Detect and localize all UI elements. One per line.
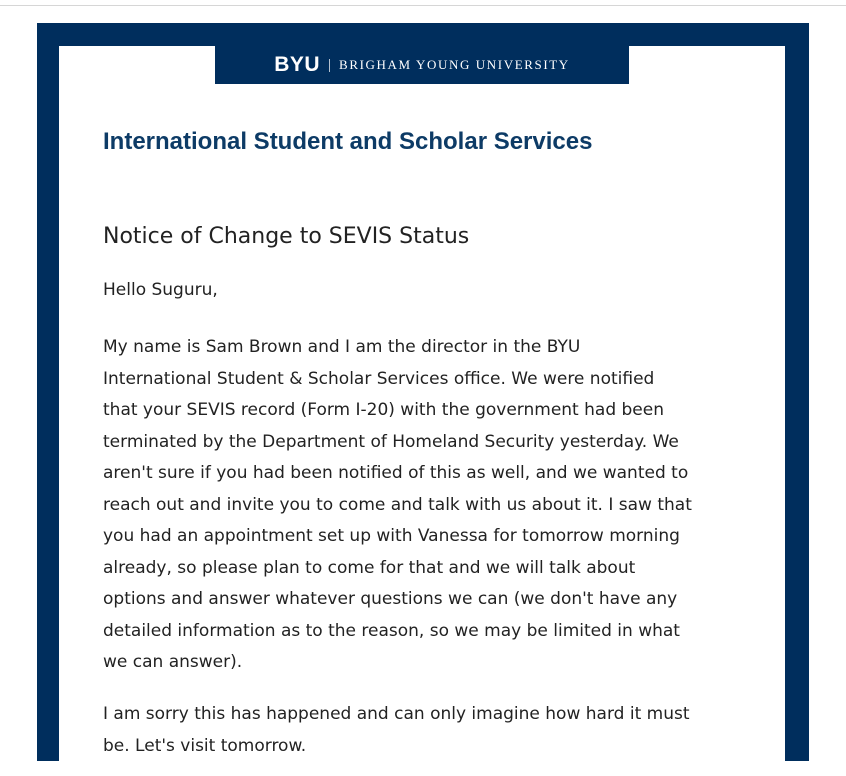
email-frame bbox=[37, 23, 809, 761]
top-divider bbox=[0, 5, 846, 6]
greeting: Hello Suguru, bbox=[103, 280, 218, 300]
paragraph-line: already, so please plan to come for that and we will talk about bbox=[103, 557, 636, 578]
paragraph-line: I am sorry this has happened and can only imagine how hard it must bbox=[103, 704, 690, 724]
paragraph-line: options and answer whatever questions we can (we don't have any bbox=[103, 589, 678, 609]
paragraph-line: aren't sure if you had been notified of this as well, and we wanted to bbox=[103, 463, 689, 483]
byu-logo-mark: BYU bbox=[274, 53, 321, 76]
university-name: BRIGHAM YOUNG UNIVERSITY bbox=[339, 57, 570, 72]
paragraph-line: that your SEVIS record (Form I-20) with the government had been bbox=[103, 400, 664, 420]
paragraph-line: International Student & Scholar Services office. We were notified bbox=[103, 368, 655, 389]
message-paragraph-1 bbox=[103, 332, 753, 679]
department-title: International Student and Scholar Services bbox=[103, 128, 593, 155]
notice-title: Notice of Change to SEVIS Status bbox=[103, 224, 470, 249]
paragraph-line: be. Let's visit tomorrow. bbox=[103, 735, 307, 756]
email-header bbox=[59, 46, 785, 114]
paragraph-line: terminated by the Department of Homeland Security yesterday. We bbox=[103, 431, 679, 452]
paragraph-line: you had an appointment set up with Vanessa for tomorrow morning bbox=[103, 526, 680, 546]
byu-logo-banner bbox=[215, 46, 629, 84]
paragraph-line: detailed information as to the reason, so we may be limited in what bbox=[103, 620, 680, 641]
message-paragraph-2 bbox=[103, 699, 753, 762]
logo-separator: | bbox=[328, 56, 332, 73]
paragraph-line: My name is Sam Brown and I am the director in the BYU bbox=[103, 337, 581, 357]
paragraph-line: reach out and invite you to come and talk with us about it. I saw that bbox=[103, 494, 692, 515]
email-body bbox=[59, 46, 785, 776]
paragraph-line: we can answer). bbox=[103, 652, 243, 672]
